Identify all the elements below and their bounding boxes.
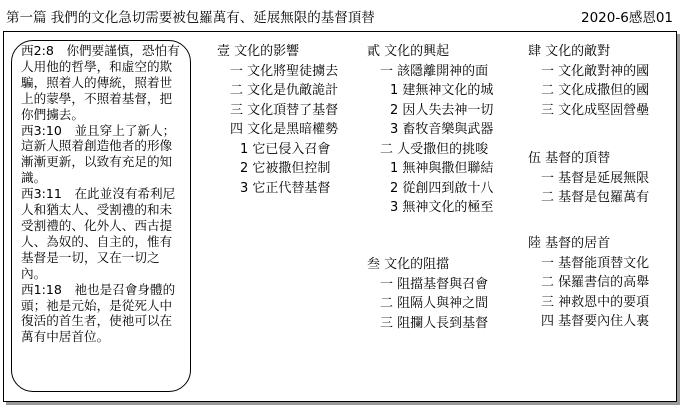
outline-item: 一 阻擋基督與召會 bbox=[380, 276, 489, 292]
outline-item: 一 基督能頂替文化 bbox=[541, 255, 650, 271]
section-title: 壹 文化的影響 bbox=[217, 44, 300, 59]
outline-item: 四 文化是黑暗權勢 bbox=[230, 122, 339, 137]
outline-item: 1 無神與撒但聯結 bbox=[390, 161, 494, 176]
outline-item: 一 基督是延展無限 bbox=[541, 170, 650, 186]
outline-item: 二 人受撒但的挑唆 bbox=[380, 141, 489, 157]
outline-item: 三 文化頂替了基督 bbox=[230, 102, 339, 118]
outline-section-3 bbox=[367, 255, 488, 333]
outline-item: 三 文化成堅固營壘 bbox=[541, 102, 650, 118]
outline-item: 2 它被撒但控制 bbox=[240, 161, 331, 176]
outline-item: 四 基督要內住人裏 bbox=[541, 314, 650, 329]
outline-item: 二 基督是包羅萬有 bbox=[541, 190, 650, 205]
outline-item: 一 文化敵對神的國 bbox=[541, 63, 650, 79]
outline-item: 3 它正代替基督 bbox=[240, 180, 331, 196]
outline-item: 一 文化將聖徒擄去 bbox=[230, 63, 339, 79]
outline-item: 2 因人失去神一切 bbox=[390, 102, 494, 118]
outline-section-6 bbox=[528, 234, 649, 332]
outline-item: 1 建無神文化的城 bbox=[390, 83, 494, 98]
outline-item: 二 文化成撒但的國 bbox=[541, 83, 650, 98]
page-header bbox=[6, 6, 677, 26]
outline-item: 一 該隱離開神的面 bbox=[380, 63, 489, 79]
outline-section-4 bbox=[528, 42, 649, 120]
section-title: 伍 基督的頂替 bbox=[528, 151, 611, 166]
page-title: 第一篇 我們的文化急切需要被包羅萬有、延展無限的基督頂替 bbox=[6, 10, 375, 26]
outline-item: 三 阻攔人長到基督 bbox=[380, 315, 489, 331]
section-title: 貳 文化的興起 bbox=[367, 44, 450, 59]
section-title: 陸 基督的居首 bbox=[528, 236, 611, 251]
outline-item: 3 畜牧音樂與武器 bbox=[390, 122, 494, 137]
outline-item: 1 它已侵入召會 bbox=[240, 141, 331, 157]
verse-box bbox=[11, 40, 191, 392]
outline-item: 二 文化是仇敵詭計 bbox=[230, 83, 339, 98]
outline-section-1 bbox=[217, 42, 338, 198]
verse-text: 西1:18 祂也是召會身體的頭；祂是元始，是從死人中復活的首生者，使祂可以在萬有中居首位。 bbox=[21, 281, 176, 345]
outline-item: 2 從創四到啟十八 bbox=[390, 180, 494, 196]
page-code: 2020-6感恩01 bbox=[581, 10, 673, 26]
outline-item: 二 阻隔人與神之間 bbox=[380, 296, 489, 311]
verse-text: 西3:11 在此並沒有希利尼人和猶太人、受割禮的和未受割禮的、化外人、西古提人、為奴的、自主的，惟有基督是一切，又在一切之內。 bbox=[21, 186, 176, 281]
outline-section-5 bbox=[528, 149, 649, 208]
outline-item: 二 保羅書信的高舉 bbox=[541, 275, 650, 290]
section-title: 叁 文化的阻擋 bbox=[367, 257, 450, 272]
section-title: 肆 文化的敵對 bbox=[528, 44, 611, 59]
outline-item: 3 無神文化的極至 bbox=[390, 200, 494, 215]
outline-item: 三 神救恩中的要項 bbox=[541, 294, 650, 310]
verse-text: 西3:10 並且穿上了新人；這新人照着創造他者的形像漸漸更新，以致有充足的知識。 bbox=[21, 122, 176, 186]
outline-section-2 bbox=[367, 42, 493, 218]
verse-text: 西2:8 你們要謹慎，恐怕有人用他的哲學，和虛空的欺騙，照着人的傳統，照着世上的蒙學，不照着基督，把你們擄去。 bbox=[21, 43, 180, 122]
